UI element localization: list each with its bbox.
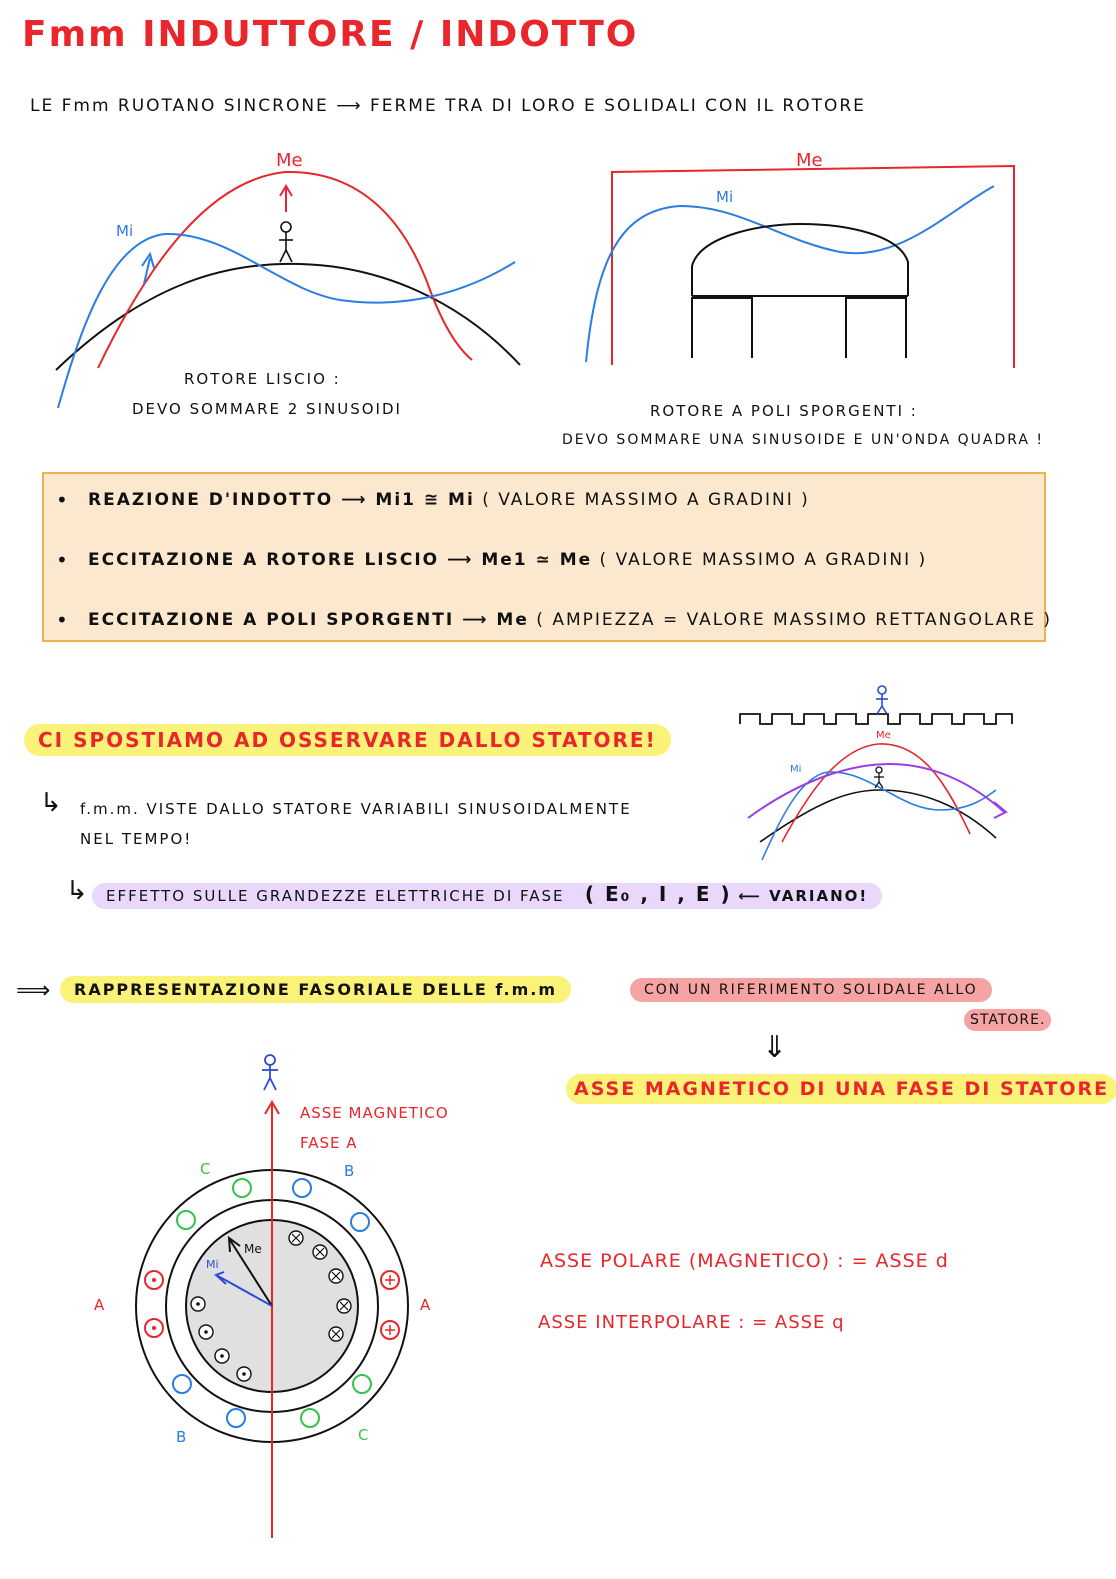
right-caption-1: ROTORE A POLI SPORGENTI : <box>650 402 918 420</box>
conductor-green <box>301 1409 319 1427</box>
note1-line1: f.m.m. VISTE DALLO STATORE VARIABILI SINUSOIDALMENTE <box>80 800 632 818</box>
me-vector-label: Me <box>244 1242 262 1256</box>
phase-a-right-label: A <box>420 1296 431 1314</box>
left-me-label: Me <box>276 150 303 171</box>
note1-line2: NEL TEMPO! <box>80 830 193 848</box>
section3-heading-text: RAPPRESENTAZIONE FASORIALE DELLE f.m.m <box>60 976 571 1003</box>
small-observer-icon <box>876 686 888 714</box>
summary-item-3-note: ( AMPIEZZA = VALORE MASSIMO RETTANGOLARE ) <box>528 610 1052 630</box>
note2-highlight <box>92 883 882 909</box>
summary-item-2-text: ECCITAZIONE A ROTORE LISCIO ⟶ Me1 ≃ Me <box>88 550 593 570</box>
summary-item-2-note: ( VALORE MASSIMO A GRADINI ) <box>592 550 928 570</box>
right-left-pole-leg <box>692 298 752 358</box>
intro-line: LE Fmm RUOTANO SINCRONE ⟶ FERME TRA DI LORO E SOLIDALI CON IL ROTORE <box>30 96 866 116</box>
conductor-blue <box>293 1179 311 1197</box>
phase-b-top-label: B <box>344 1162 355 1180</box>
left-caption-2: DEVO SOMMARE 2 SINUSOIDI <box>132 400 402 418</box>
ref-line2-text: STATORE. <box>964 1009 1051 1031</box>
conductor-green <box>177 1211 195 1229</box>
axis-label-1: ASSE MAGNETICO <box>300 1104 449 1122</box>
phase-b-bottom-label: B <box>176 1428 187 1446</box>
note2-text: EFFETTO SULLE GRANDEZZE ELETTRICHE DI FASE <box>106 887 565 905</box>
ref-line1 <box>630 982 992 998</box>
implies-arrow-icon: ⟹ <box>16 976 51 1004</box>
phase-c-top-label: C <box>200 1160 211 1178</box>
conductor-green <box>353 1375 371 1393</box>
mi-vector-label: Mi <box>206 1258 219 1271</box>
right-me-label: Me <box>796 150 823 171</box>
ref-line2 <box>964 1012 1051 1028</box>
right-mi-label: Mi <box>716 188 734 206</box>
summary-item-3 <box>88 610 1052 630</box>
small-me-curve <box>782 744 970 842</box>
interpolar-axis-def: ASSE INTERPOLARE : = ASSE q <box>538 1312 845 1333</box>
phase-a-left-label: A <box>94 1296 105 1314</box>
summary-item-2 <box>88 550 927 570</box>
summary-item-1-text: REAZIONE D'INDOTTO ⟶ Mi1 ≅ Mi <box>88 490 475 510</box>
left-caption-1: ROTORE LISCIO : <box>184 370 341 388</box>
conductor-blue <box>351 1213 369 1231</box>
conductor-blue <box>227 1409 245 1427</box>
bullet-3: • <box>56 608 68 632</box>
right-me-square-wave <box>612 166 1014 368</box>
right-caption-2: DEVO SOMMARE UNA SINUSOIDE E UN'ONDA QUADRA ! <box>562 432 1045 448</box>
arrow-1-icon: ↳ <box>40 788 62 818</box>
left-mi-label: Mi <box>116 222 134 240</box>
right-mi-curve <box>586 186 994 362</box>
section2-heading-text: CI SPOSTIAMO AD OSSERVARE DALLO STATORE! <box>24 724 671 756</box>
conductor-green <box>233 1179 251 1197</box>
note2-row <box>92 882 882 906</box>
axis-observer-icon <box>262 1055 278 1090</box>
left-observer-icon <box>279 222 293 262</box>
bullet-2: • <box>56 548 68 572</box>
small-me-label: Me <box>876 730 891 741</box>
conductor-blue <box>173 1375 191 1393</box>
summary-item-1-note: ( VALORE MASSIMO A GRADINI ) <box>474 490 810 510</box>
axis-heading-text: ASSE MAGNETICO DI UNA FASE DI STATORE <box>566 1074 1116 1104</box>
right-right-pole-leg <box>846 298 906 358</box>
down-arrow-icon: ⇓ <box>762 1030 788 1065</box>
ref-line1-text: CON UN RIFERIMENTO SOLIDALE ALLO <box>630 978 992 1002</box>
section3-heading <box>60 980 571 999</box>
note2-tail: ⟵ VARIANO! <box>738 887 869 905</box>
phase-c-bottom-label: C <box>358 1426 369 1444</box>
note2-vars: ( E₀ , I , E ) <box>584 882 732 906</box>
section2-heading <box>24 728 671 752</box>
summary-item-3-text: ECCITAZIONE A POLI SPORGENTI ⟶ Me <box>88 610 529 630</box>
bullet-1: • <box>56 488 68 512</box>
summary-item-1 <box>88 490 810 510</box>
summary-box <box>42 472 1052 642</box>
page-title: Fmm INDUTTORE / INDOTTO <box>22 14 639 55</box>
axis-label-2: FASE A <box>300 1134 358 1152</box>
axis-heading <box>566 1078 1116 1100</box>
stator-teeth-shape <box>740 714 1012 724</box>
small-mi-label: Mi <box>790 764 802 775</box>
arrow-2-icon: ↳ <box>66 876 88 906</box>
right-pole-shape <box>692 224 908 296</box>
polar-axis-def: ASSE POLARE (MAGNETICO) : = ASSE d <box>540 1250 949 1272</box>
